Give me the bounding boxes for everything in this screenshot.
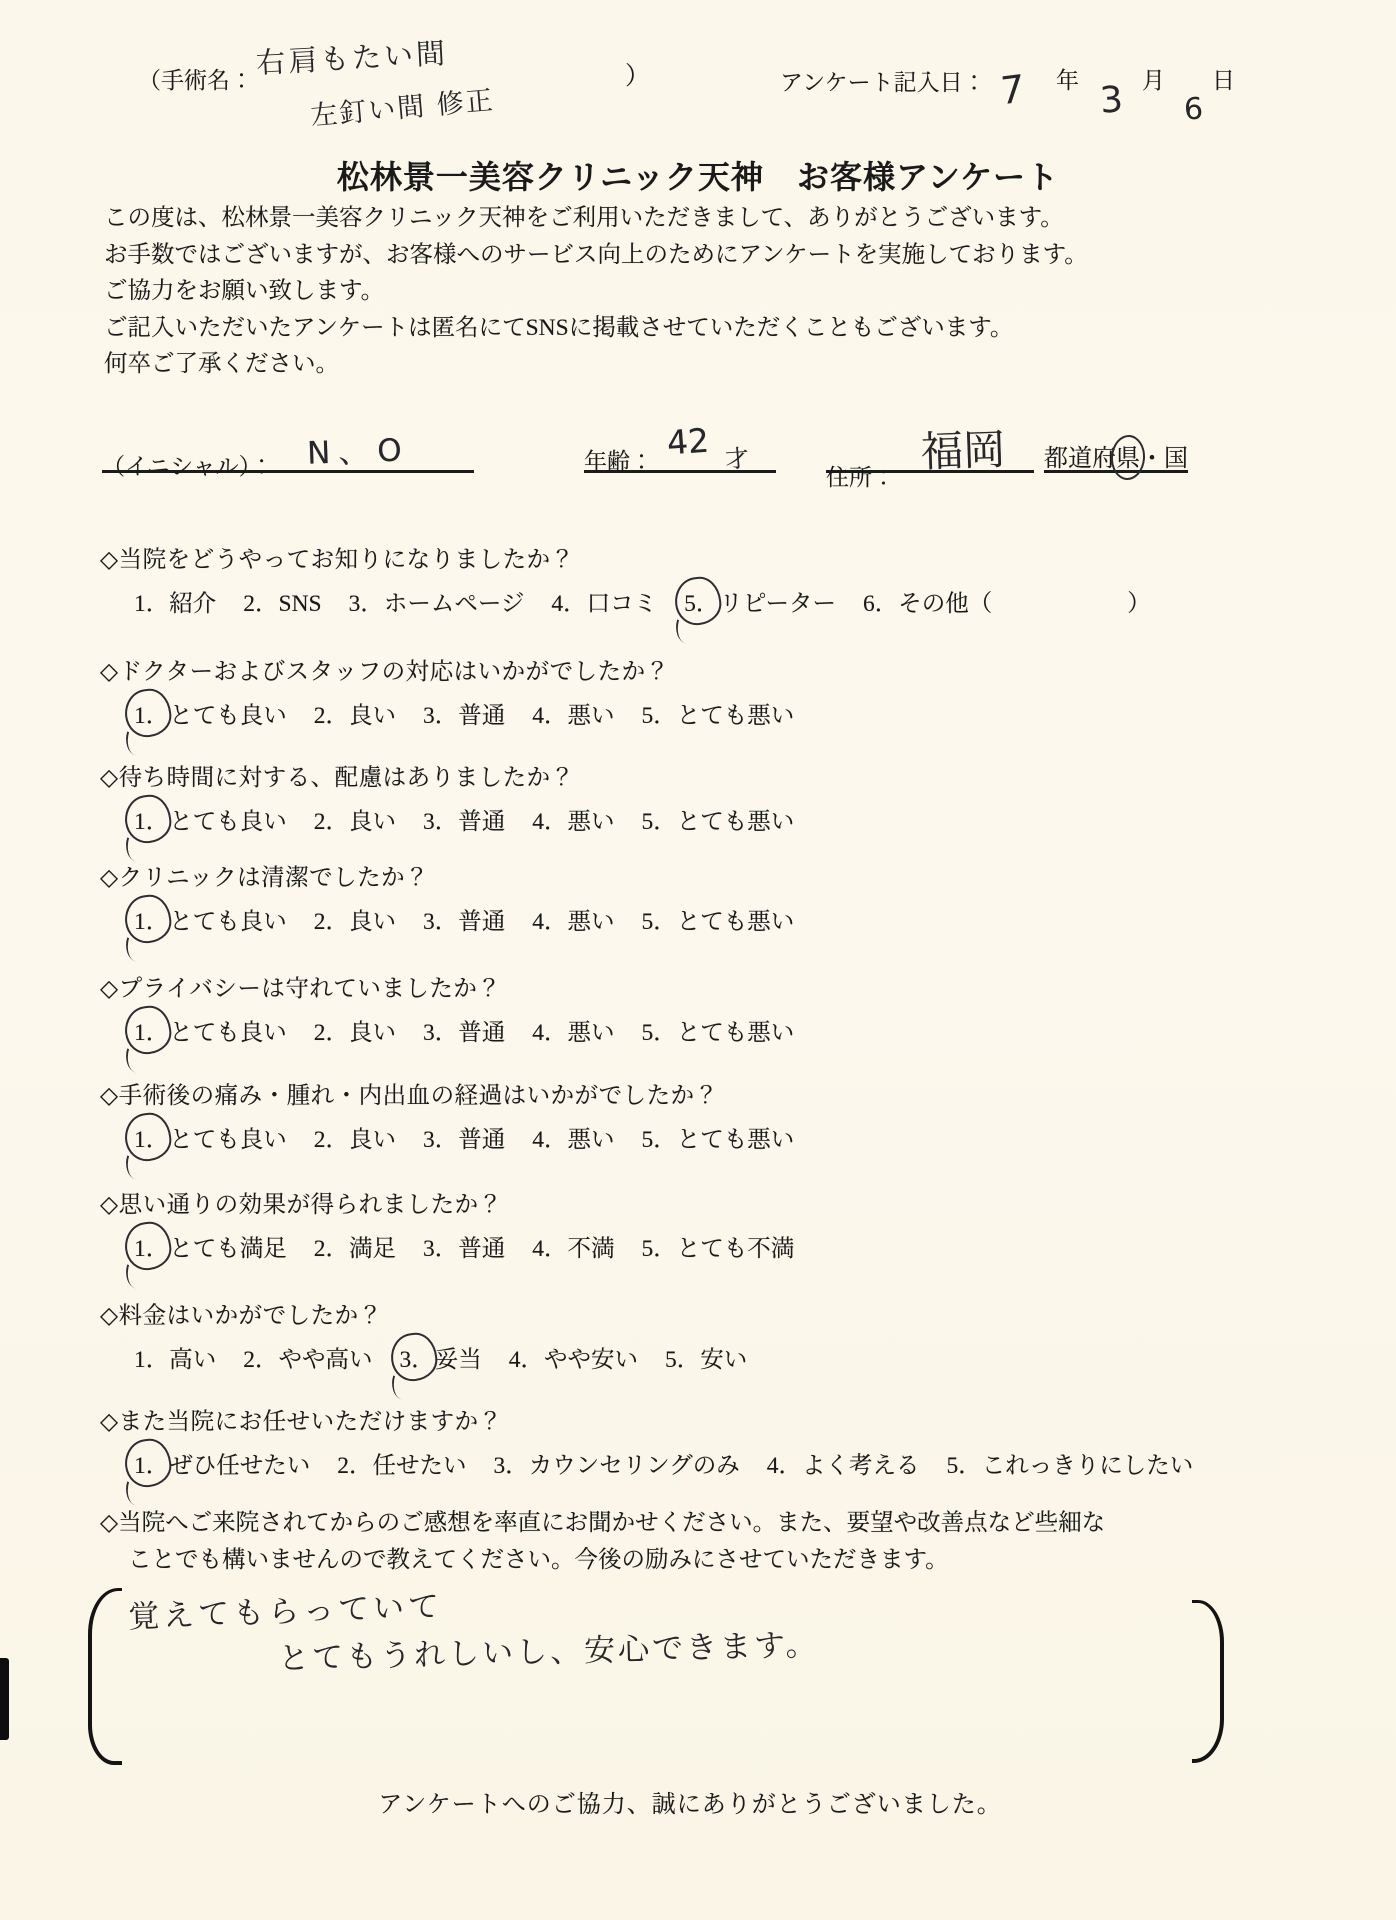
answer-option — [532, 1013, 614, 1047]
answer-option — [134, 696, 287, 730]
answer-option — [349, 584, 525, 618]
answer-option — [314, 696, 396, 730]
answer-option — [134, 902, 287, 936]
answer-option — [243, 584, 321, 618]
age-field — [584, 420, 776, 473]
answer-option — [423, 802, 505, 836]
option-label: 不満 — [567, 1236, 615, 1262]
date-month-handwritten: 3 — [1098, 79, 1125, 122]
survey-question — [100, 858, 1396, 936]
option-number: 1． — [134, 591, 170, 617]
survey-date-label: アンケート記入日： — [780, 70, 986, 95]
answer-option — [400, 1340, 482, 1374]
region-suffix: ・国 — [1140, 446, 1188, 472]
option-number: 5． — [641, 909, 677, 935]
question-options — [100, 1120, 1396, 1154]
age-handwritten-value: 42 — [665, 420, 711, 463]
option-label: とても悪い — [676, 1020, 795, 1046]
option-number: 3． — [423, 1236, 459, 1262]
option-label: 紹介 — [169, 591, 217, 617]
option-label: 良い — [349, 703, 396, 729]
region-prefix: 都道府 — [1044, 446, 1116, 472]
option-label: 良い — [349, 1127, 396, 1153]
option-label: やや高い — [278, 1347, 373, 1373]
option-label: 良い — [349, 1020, 396, 1046]
survey-question — [100, 1076, 1396, 1154]
question-options — [100, 802, 1396, 836]
circled-answer-number: 1． — [134, 1120, 169, 1154]
option-label: 高い — [169, 1347, 217, 1373]
option-label: 悪い — [567, 703, 615, 729]
option-number: 3． — [493, 1453, 529, 1479]
comment-open-bracket — [88, 1588, 122, 1765]
answer-option — [314, 1013, 396, 1047]
option-label: とても悪い — [676, 703, 795, 729]
option-label: 悪い — [567, 809, 615, 835]
initial-field — [102, 420, 474, 479]
option-label: リピーター — [719, 591, 836, 617]
question-options — [100, 1446, 1396, 1480]
question-options — [100, 1340, 1396, 1374]
intro-line: お手数ではございますが、お客様へのサービス向上のためにアンケートを実施しております。 — [104, 241, 1088, 268]
date-day-handwritten: 6 — [1183, 91, 1204, 128]
option-label: とても悪い — [676, 809, 795, 835]
scan-edge-artifact — [0, 1658, 9, 1740]
answer-option — [532, 696, 614, 730]
option-number: 4． — [508, 1347, 544, 1373]
question-prompt: ◇また当院にお任せいただけますか？ — [100, 1409, 503, 1435]
option-number: 3． — [423, 1020, 459, 1046]
answer-option — [642, 1229, 795, 1263]
region-circled-answer: 県 — [1116, 438, 1140, 473]
intro-line: この度は、松林景一美容クリニック天神をご利用いただきまして、ありがとうございます。 — [104, 205, 1064, 231]
question-options — [100, 696, 1396, 730]
answer-option — [532, 1229, 614, 1263]
other-close-paren: ） — [1127, 591, 1151, 617]
option-label: とても良い — [169, 1020, 287, 1046]
option-number: 3． — [348, 591, 384, 617]
age-label: 年齢： — [584, 449, 653, 474]
comment-prompt-line: ことでも構いませんので教えてください。今後の励みにさせていただきます。 — [128, 1547, 949, 1573]
comment-handwritten-line1: 覚えてもらっていて — [127, 1588, 444, 1636]
surgery-name-handwritten-line2: 左釘い間 修正 — [309, 85, 496, 132]
question-prompt: ◇当院をどうやってお知りになりましたか？ — [100, 547, 575, 573]
option-label: 普通 — [458, 1020, 506, 1046]
option-number: 5． — [641, 1127, 677, 1153]
address-label: 住所： — [826, 465, 895, 490]
thank-you-message: アンケートへのご協力、誠にありがとうございました。 — [378, 1792, 1002, 1818]
option-number: 5． — [665, 1347, 701, 1373]
answer-option — [551, 584, 657, 618]
option-label: とても良い — [169, 909, 287, 935]
answer-option — [423, 696, 505, 730]
intro-paragraph — [104, 200, 1284, 383]
answer-option — [532, 802, 614, 836]
circled-answer-number: 5． — [684, 584, 719, 618]
page-title: 松林景一美容クリニック天神 お客様アンケート — [336, 159, 1060, 195]
question-prompt: ◇クリニックは清潔でしたか？ — [100, 865, 430, 891]
option-label: とても良い — [169, 1127, 287, 1153]
answer-option — [642, 696, 795, 730]
surgery-name-label: （手術名： — [138, 68, 253, 93]
option-label: とても悪い — [676, 909, 795, 935]
option-label: とても良い — [169, 809, 287, 835]
option-label: とても良い — [169, 703, 287, 729]
option-number: 2． — [313, 1020, 349, 1046]
survey-question — [100, 758, 1396, 836]
initial-label: （イニシャル）： — [102, 454, 274, 479]
circled-answer-number: 1． — [134, 1013, 169, 1047]
answer-option — [423, 1013, 505, 1047]
option-number: 3． — [423, 703, 459, 729]
option-label: ぜひ任せたい — [169, 1453, 311, 1479]
option-label: 満足 — [349, 1236, 396, 1262]
option-number: 2． — [313, 809, 349, 835]
circled-answer-number: 3． — [400, 1340, 435, 1374]
answer-option — [423, 1229, 505, 1263]
option-label: 安い — [700, 1347, 748, 1373]
answer-option — [314, 1120, 396, 1154]
answer-option — [863, 584, 992, 618]
option-label: 普通 — [458, 1236, 506, 1262]
option-label: 悪い — [567, 1127, 615, 1153]
option-number: 5． — [946, 1453, 982, 1479]
option-label: とても悪い — [676, 1127, 795, 1153]
option-label: やや安い — [544, 1347, 638, 1373]
answer-option — [134, 802, 287, 836]
option-label: ホームページ — [383, 591, 525, 617]
answer-option — [642, 902, 795, 936]
option-number: 2． — [313, 909, 349, 935]
comment-prompt-line: ◇当院へご来院されてからのご感想を率直にお聞かせください。また、要望や改善点など些細な — [100, 1510, 1106, 1536]
answer-option — [532, 1120, 614, 1154]
answer-option — [134, 1446, 310, 1480]
answer-option — [134, 1229, 287, 1263]
address-handwritten-value: 福岡 — [920, 424, 1006, 477]
intro-line: ご協力をお願い致します。 — [104, 278, 385, 304]
question-options — [100, 902, 1396, 936]
option-number: 2． — [243, 591, 279, 617]
intro-line: 何卒ご了承ください。 — [104, 351, 339, 377]
option-number: 2． — [243, 1347, 279, 1373]
circled-answer-number: 1． — [134, 802, 169, 836]
address-field — [826, 420, 1034, 490]
answer-option — [684, 584, 836, 618]
comment-close-bracket — [1192, 1600, 1224, 1763]
option-label: 任せたい — [372, 1453, 467, 1479]
date-day-unit: 日 — [1212, 68, 1235, 93]
option-label: 普通 — [458, 909, 506, 935]
option-number: 5． — [641, 1236, 677, 1262]
option-number: 3． — [423, 909, 459, 935]
option-number: 5． — [641, 1020, 677, 1046]
surgery-name-close-paren: ） — [625, 63, 651, 90]
intro-line: ご記入いただいたアンケートは匿名にてSNSに掲載させていただくこともございます。 — [104, 314, 1014, 341]
answer-option — [947, 1446, 1194, 1480]
option-label: 妥当 — [434, 1347, 482, 1373]
option-label: とても不満 — [676, 1236, 795, 1262]
option-number: 4． — [532, 1020, 568, 1046]
option-label: 悪い — [567, 1020, 615, 1046]
option-number: 2． — [313, 703, 349, 729]
answer-option — [642, 802, 795, 836]
question-options — [100, 1013, 1396, 1047]
survey-question — [100, 969, 1396, 1047]
option-number: 5． — [641, 703, 677, 729]
survey-question — [100, 1402, 1396, 1480]
question-options — [100, 1229, 1396, 1263]
option-number: 2． — [313, 1127, 349, 1153]
option-number: 4． — [532, 1236, 568, 1262]
answer-option — [642, 1013, 795, 1047]
option-label: カウンセリングのみ — [528, 1453, 740, 1479]
option-label: 良い — [349, 809, 396, 835]
question-prompt: ◇ドクターおよびスタッフの対応はいかがでしたか？ — [100, 659, 670, 685]
question-prompt: ◇手術後の痛み・腫れ・内出血の経過はいかがでしたか？ — [100, 1083, 719, 1109]
option-label: 普通 — [458, 703, 506, 729]
answer-option — [423, 902, 505, 936]
question-prompt: ◇思い通りの効果が得られましたか？ — [100, 1192, 503, 1218]
circled-answer-number: 1． — [134, 1229, 169, 1263]
question-prompt: ◇プライバシーは守れていましたか？ — [100, 976, 502, 1002]
survey-question — [100, 1185, 1396, 1263]
answer-option — [423, 1120, 505, 1154]
answer-option — [134, 584, 216, 618]
surgery-name-handwritten-line1: 右肩もたい間 — [255, 35, 449, 80]
circled-answer-number: 1． — [134, 902, 169, 936]
answer-option — [767, 1446, 920, 1480]
question-prompt: ◇待ち時間に対する、配慮はありましたか？ — [100, 765, 575, 791]
answer-option — [494, 1446, 740, 1480]
option-number: 4． — [532, 809, 568, 835]
option-label: これっきりにしたい — [981, 1453, 1194, 1479]
answer-option — [665, 1340, 747, 1374]
answer-option — [642, 1120, 795, 1154]
option-label: 悪い — [567, 909, 615, 935]
option-label: 良い — [349, 909, 396, 935]
question-options — [100, 584, 1396, 618]
age-unit: 才 — [724, 444, 751, 474]
answer-option — [134, 1340, 216, 1374]
option-number: 4． — [532, 1127, 568, 1153]
initial-handwritten-value: N、O — [306, 432, 411, 472]
option-number: 6． — [862, 591, 899, 617]
comment-question-prompt — [100, 1505, 1350, 1579]
option-label: 普通 — [458, 1127, 506, 1153]
option-number: 4． — [766, 1453, 803, 1479]
option-number: 1． — [134, 1347, 170, 1373]
option-label: よく考える — [802, 1453, 920, 1479]
option-label: 普通 — [458, 809, 506, 835]
date-year-handwritten: 7 — [999, 66, 1025, 114]
survey-question — [100, 540, 1396, 618]
comment-handwritten-line2: とてもうれしいし、安心できます。 — [277, 1626, 821, 1678]
date-month-unit: 月 — [1142, 68, 1165, 93]
survey-question — [100, 652, 1396, 730]
survey-question — [100, 1296, 1396, 1374]
option-number: 4． — [551, 591, 587, 617]
answer-option — [314, 1229, 396, 1263]
option-label: SNS — [278, 591, 322, 617]
answer-option — [337, 1446, 466, 1480]
answer-option — [532, 902, 614, 936]
question-prompt: ◇料金はいかがでしたか？ — [100, 1303, 383, 1329]
option-label: 口コミ — [586, 591, 658, 617]
answer-option — [314, 902, 396, 936]
circled-answer-number: 1． — [134, 696, 169, 730]
circled-answer-number: 1． — [134, 1446, 169, 1480]
option-number: 2． — [337, 1453, 373, 1479]
option-number: 2． — [313, 1236, 349, 1262]
answer-option — [134, 1120, 287, 1154]
answer-option — [134, 1013, 287, 1047]
region-type-field — [1044, 428, 1188, 473]
option-label: その他（ — [898, 591, 993, 617]
option-number: 3． — [423, 1127, 459, 1153]
date-year-unit: 年 — [1056, 68, 1079, 93]
option-number: 5． — [641, 809, 677, 835]
option-number: 4． — [532, 909, 568, 935]
answer-option — [509, 1340, 638, 1374]
option-label: とても満足 — [169, 1236, 287, 1262]
answer-option — [314, 802, 396, 836]
answer-option — [243, 1340, 372, 1374]
option-number: 4． — [532, 703, 568, 729]
option-number: 3． — [423, 809, 459, 835]
